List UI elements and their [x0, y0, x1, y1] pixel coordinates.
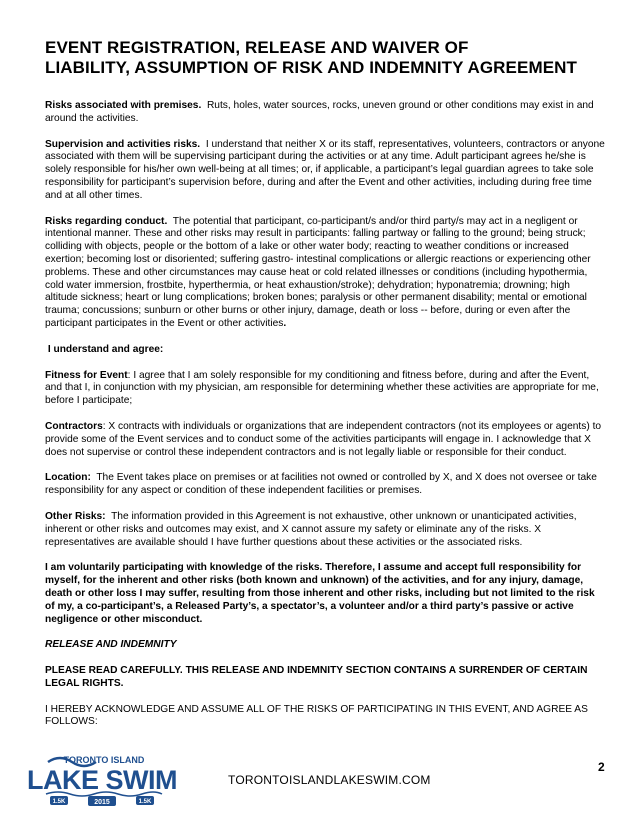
other-risks-heading: Other Risks: [45, 510, 106, 522]
premises-paragraph [45, 100, 605, 126]
conduct-heading: Risks regarding conduct. [45, 215, 168, 227]
page-title [45, 38, 605, 78]
footer-url-link[interactable]: TORONTOISLANDLAKESWIM.COM [228, 773, 431, 787]
logo-year: 2015 [94, 799, 110, 806]
conduct-text: The potential that participant, co-participant/s and/or third party/s may act in a negligent or intentional manner. These and other risks may result in participants: falling partway or falling to the ground; being struck; colliding with objects, people or the bottom of a lake or other water body; reacting to weather conditions or increased exertion; becoming lost or disoriented; suffering gastro- intestinal complications or allergic reactions or experiencing other problems. These and other circumstances may cause heat or cold related illnesses or conditions (including hypothermia, cold water immersion, frostbite, hyperthermia, or heat exhaustion/stroke); dehydration; hyponatremia; drowning; high altitude sickness; heart or lung complications; broken bones; paralysis or other permanent disability; mental or emotional trauma; concussions; sunburn or other burns or other injury, damage, death or loss -- before, during or even after the participant participates in the Event or other activities [45, 215, 591, 329]
fitness-text: : I agree that I am solely responsible for my conditioning and fitness before, during and after the Event, and that I, in conjunction with my physician, am responsible for determining whether these activities are appropriate for me, before I participate; [45, 369, 599, 407]
location-text: The Event takes place on premises or at facilities not owned or controlled by X, and X does not oversee or take responsibility for any aspect or condition of these independent facilities or premises. [45, 472, 597, 497]
please-read-paragraph: PLEASE READ CAREFULLY. THIS RELEASE AND INDEMNITY SECTION CONTAINS A SURRENDER OF CERTAIN LEGAL RIGHTS. [45, 665, 588, 689]
page-number: 2 [598, 760, 605, 774]
other-risks-paragraph [45, 511, 605, 549]
premises-heading: Risks associated with premises. [45, 100, 202, 111]
logo-line-1: TORONTO ISLAND [63, 755, 145, 765]
fitness-heading: Fitness for Event [45, 369, 128, 381]
contractors-text: : X contracts with individuals or organizations that are independent contractors (not its employees or agents) to provide some of the Event services and to conduct some of the activities participants will engage in. I acknowledge that X does not supervise or control these independent contractors and is not legally liable or responsible for their conduct. [45, 420, 602, 458]
conduct-paragraph [45, 216, 605, 331]
fitness-paragraph [45, 370, 605, 408]
agreement-body [45, 100, 605, 742]
conduct-end: . [283, 317, 287, 329]
title-line-1: EVENT REGISTRATION, RELEASE AND WAIVER OF [45, 38, 469, 57]
agree-heading: I understand and agree: [45, 343, 164, 355]
contractors-paragraph [45, 421, 605, 459]
release-heading: RELEASE AND INDEMNITY [45, 639, 177, 651]
location-heading: Location: [45, 472, 91, 484]
title-line-2: LIABILITY, ASSUMPTION OF RISK AND INDEMNITY AGREEMENT [45, 58, 578, 77]
logo-left-badge: 1.5K [52, 799, 66, 805]
supervision-text: I understand that neither X or its staff, representatives, volunteers, contractors or anyone associated with them will be supervising participant during the activities or at any time. Adult participant agrees he/she is solely responsible for his/her own well-being at all times; or, if applicable, a participant’s legal guardian agrees to take sole responsibility for participant’s supervision before, during and after the Event and other activities, including during free time and at all other times. [45, 138, 605, 201]
contractors-heading: Contractors [45, 420, 103, 432]
lake-swim-logo [27, 752, 177, 807]
supervision-paragraph [45, 139, 605, 203]
other-risks-text: The information provided in this Agreement is not exhaustive, other unknown or unanticipated activities, inherent or other risks and outcomes may exist, and X cannot assure my safety or eliminate any of the risks. X representatives are available should I have further questions about these activities or the associated risks. [45, 510, 577, 548]
acknowledge-paragraph: I HEREBY ACKNOWLEDGE AND ASSUME ALL OF THE RISKS OF PARTICIPATING IN THIS EVENT, AND AGREE AS FOLLOWS: [45, 703, 588, 728]
location-paragraph [45, 472, 605, 498]
logo-line-2: LAKE SWIM [27, 765, 177, 795]
logo-right-badge: 1.5K [138, 799, 152, 805]
premises-text: Ruts, holes, water sources, rocks, uneven ground or other conditions may exist in and around the activities. [45, 100, 594, 124]
voluntary-paragraph: I am voluntarily participating with knowledge of the risks. Therefore, I assume and accept full responsibility for myself, for the inherent and other risks (both known and unknown) of the activities, and for any injury, damage, death or other loss I may suffer, resulting from those inherent and other risks, including but not limited to the risk of my, a co-participant’s, a Released Party’s, a spectator’s, a volunteer and/or a third party’s passive or active negligence or other misconduct. [45, 562, 595, 625]
supervision-heading: Supervision and activities risks. [45, 138, 201, 150]
